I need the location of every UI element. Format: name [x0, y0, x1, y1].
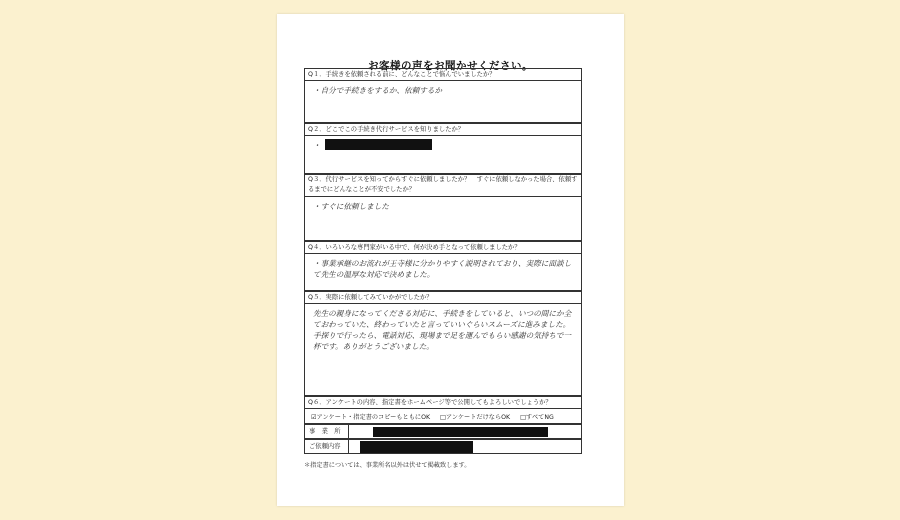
question-5: [304, 291, 582, 396]
office-redaction: [373, 427, 548, 437]
question-2: [304, 123, 582, 174]
survey-title: お客様の声をお聞かせください。: [368, 60, 533, 72]
question-4-label: Q４．いろいろな専門家がいる中で、何が決め手となって依頼しましたか？: [305, 242, 581, 254]
question-1: [304, 68, 582, 123]
question-3-label: Q３．代行サービスを知ってからすぐに依頼しましたか？ すぐに依頼しなかった場合、依頼するまでにどんなことが不安でしたか？: [305, 175, 581, 197]
question-6-label: Q６．アンケートの内容、指定書をホームページ等で公開してもよろしいでしょうか？: [305, 397, 581, 409]
question-6: [304, 396, 582, 424]
question-2-label: Q２．どこでこの手続き代行サービスを知りましたか？: [305, 124, 581, 136]
publish-options: [305, 409, 581, 421]
footnote: ＊指定書については、事業所名以外は伏せて掲載致します。: [304, 462, 471, 469]
request-label: ご依頼内容: [305, 440, 349, 453]
answer-4: ・事業承継のお流れが王寺様に分かりやすく説明されており、実際に面談して先生の温厚な対応で決めました。: [313, 259, 572, 279]
option-survey-only[interactable]: □アンケートだけならOK: [440, 414, 511, 421]
option-all-ok[interactable]: ☑アンケート・指定書のコピーもともにOK: [311, 414, 431, 421]
office-label: 事 業 所: [305, 425, 349, 438]
office-row: [304, 424, 582, 439]
answer-1: ・自分で手続きをするか、依頼するか: [313, 86, 443, 95]
question-4: [304, 241, 582, 291]
survey-sheet: [277, 14, 624, 506]
request-row: [304, 439, 582, 454]
question-5-label: Q５．実際に依頼してみていかがでしたか？: [305, 292, 581, 304]
option-none[interactable]: □すべてNG: [520, 414, 554, 421]
answer-2: ・: [313, 141, 321, 150]
question-3: [304, 174, 582, 241]
question-1-label: Q１．手続きを依頼される前に、どんなことで悩んでいましたか？: [305, 69, 581, 81]
request-redaction: [360, 441, 473, 453]
answer-5: 先生の親身になってくださる対応に、手続きをしていると、いつの間にか全ておわっていた、終わっていたと言っていいぐらいスムーズに進みました。手探りで行ったら、電話対応、現場まで足を運んでもらい感謝の気持ちで一杯です。ありがとうございました。: [313, 309, 572, 351]
redaction-bar: [325, 139, 432, 150]
answer-3: ・すぐに依頼しました: [313, 202, 389, 211]
